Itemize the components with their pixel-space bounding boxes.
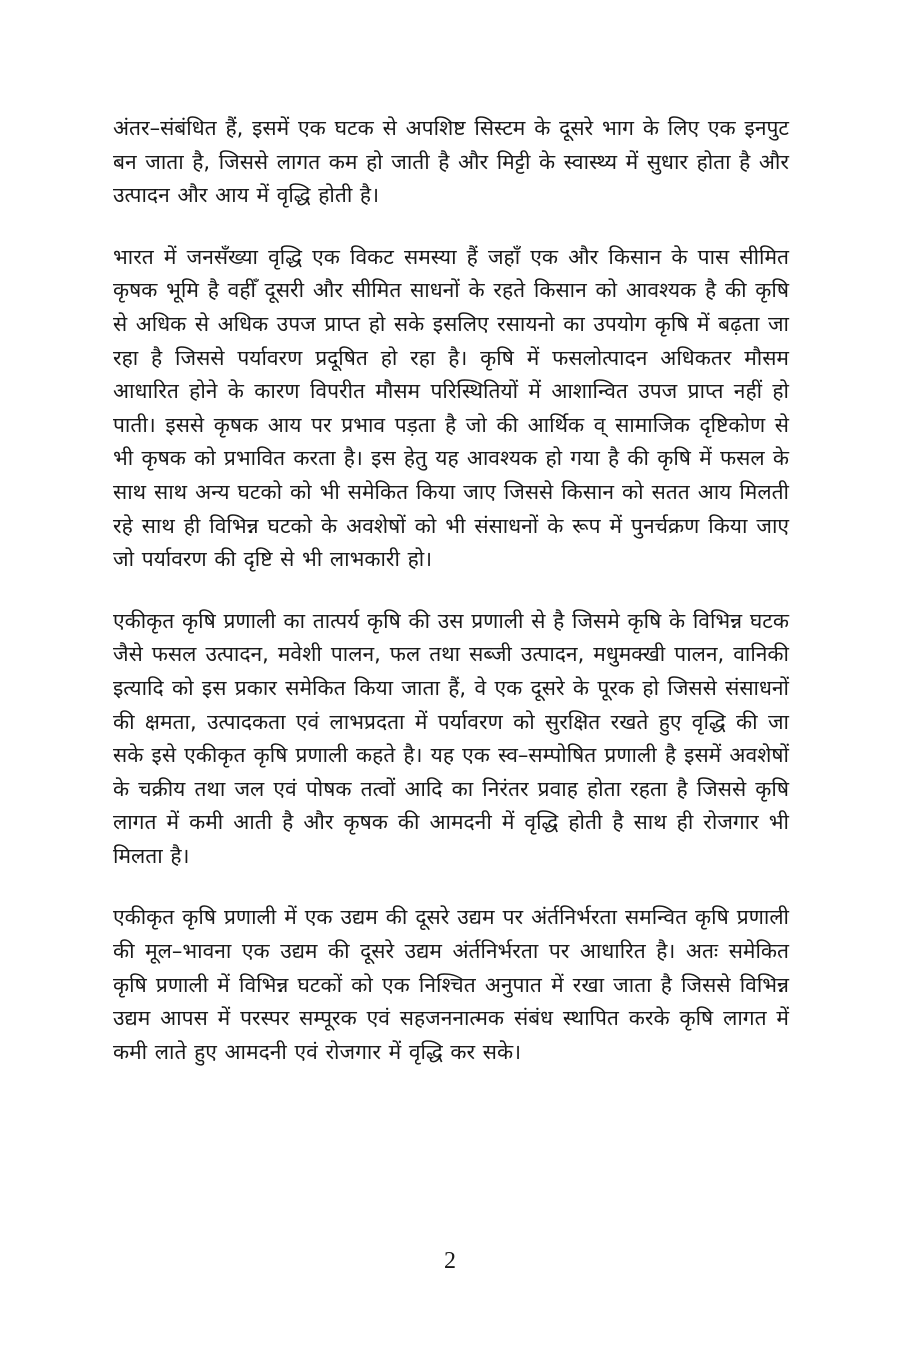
page-number: 2 [444,1248,456,1274]
paragraph-2: भारत में जनसँख्या वृद्धि एक विकट समस्या हैं जहाँ एक और किसान के पास सीमित कृषक भूमि है वहीँ दूसरी और सीमित साधनों के रहते किसान को आवश्यक है की कृषि से अधिक से अधिक उपज प्राप्त हो सके इसलिए रसायनो का उपयोग कृषि में बढ़ता जा रहा है जिससे पर्यावरण प्रदूषित हो रहा है। कृषि में फसलोत्पादन अधिकतर मौसम आधारित होने के कारण विपरीत मौसम परिस्थितियों में आशान्वित उपज प्राप्त नहीं हो पाती। इससे कृषक आय पर प्रभाव पड़ता है जो की आर्थिक व् सामाजिक दृष्टिकोण से भी कृषक को प्रभावित करता है। इस हेतु यह आवश्यक हो गया है की कृषि में फसल के साथ साथ अन्य घटको को भी समेकित किया जाए जिससे किसान को सतत आय मिलती रहे साथ ही विभिन्न घटको के अवशेषों को भी संसाधनों के रूप में पुनर्चक्रण किया जाए जो पर्यावरण की दृष्टि से भी लाभकारी हो। [113,244,789,572]
document-body [113,112,789,1097]
paragraph-4: एकीकृत कृषि प्रणाली में एक उद्यम की दूसरे उद्यम पर अंर्तनिर्भरता समन्वित कृषि प्रणाली की मूल–भावना एक उद्यम की दूसरे उद्यम अंर्तनिर्भरता पर आधारित है। अतः समेकित कृषि प्रणाली में विभिन्न घटकों को एक निश्चित अनुपात में रखा जाता है जिससे विभिन्न उद्यम आपस में परस्पर सम्पूरक एवं सहजननात्मक संबंध स्थापित करके कृषि लागत में कमी लाते हुए आमदनी एवं रोजगार में वृद्धि कर सके। [113,905,789,1064]
paragraph-3: एकीकृत कृषि प्रणाली का तात्पर्य कृषि की उस प्रणाली से है जिसमे कृषि के विभिन्न घटक जैसे फसल उत्पादन, मवेशी पालन, फल तथा सब्जी उत्पादन, मधुमक्खी पालन, वानिकी इत्यादि को इस प्रकार समेकित किया जाता हैं, वे एक दूसरे के पूरक हो जिससे संसाधनों की क्षमता, उत्पादकता एवं लाभप्रदता में पर्यावरण को सुरक्षित रखते हुए वृद्धि की जा सके इसे एकीकृत कृषि प्रणाली कहते है। यह एक स्व–सम्पोषित प्रणाली है इसमें अवशेषों के चक्रीय तथा जल एवं पोषक तत्वों आदि का निरंतर प्रवाह होता रहता है जिससे कृषि लागत में कमी आती है और कृषक की आमदनी में वृद्धि होती है साथ ही रोजगार भी मिलता है। [113,608,789,868]
paragraph-1: अंतर–संबंधित हैं, इसमें एक घटक से अपशिष्ट सिस्टम के दूसरे भाग के लिए एक इनपुट बन जाता है, जिससे लागत कम हो जाती है और मिट्टी के स्वास्थ्य में सुधार होता है और उत्पादन और आय में वृद्धि होती है। [113,116,789,208]
